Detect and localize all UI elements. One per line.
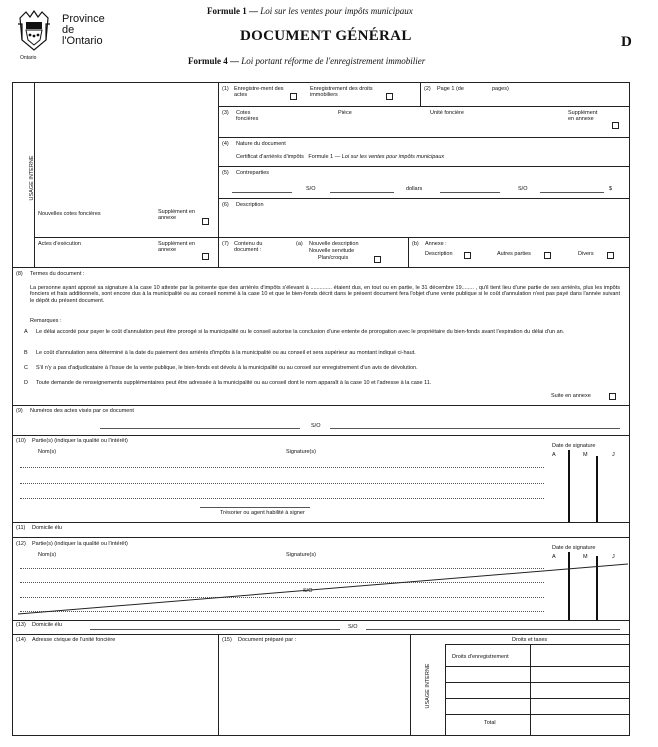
box9-label: Numéros des actes visés par ce document: [30, 408, 134, 414]
box8-paragraph: La personne ayant apposé sa signature à la case 10 atteste par la présente que des arriérés d'impôts s'élevant à .............. étaient dus, en tout ou en partie, le 31 décembre 19........ , qu'il tient lieu d'une partie de ses arriérés, plus les impôts fonciers et frais additionnels, sont encore dus à la municipalité ou au conseil nommé à la case 10 et que le bien-fonds décrit dans le présent document fera l'objet d'une vente publique si le coût d'annulation n'est pas payé dans l'année suivant le dépôt du présent document.: [30, 285, 620, 304]
box4-number: (4): [222, 141, 229, 147]
province-line-3: l'Ontario: [62, 35, 103, 47]
executions-supplement-label: Supplément en annexe: [158, 241, 195, 254]
box7-plan: Plan/croquis: [318, 255, 349, 261]
formule4-line: [188, 56, 425, 66]
province-line-2: de: [62, 24, 75, 36]
box8-item-b-letter: B: [24, 350, 28, 356]
box10-m: M: [583, 452, 588, 458]
box12-m: M: [583, 554, 588, 560]
formule4-act: Loi portant réforme de l'enregistrement immobilier: [241, 56, 426, 66]
box7-new-easement: Nouvelle servitude: [309, 248, 355, 254]
province-line-1: Province: [62, 13, 105, 25]
box8-number: (8): [16, 271, 23, 277]
box8b-divers-checkbox[interactable]: [607, 252, 614, 259]
fees-enregistrement: Droits d'enregistrement: [452, 654, 509, 660]
box1-deeds-label: Enregistre-ment des actes: [234, 86, 284, 99]
box4-value: [236, 154, 444, 160]
box8-item-a-letter: A: [24, 329, 28, 335]
box12-signatures-header: Signature(s): [286, 552, 316, 558]
box7-a: (a): [296, 241, 303, 247]
formule1-act: Loi sur les ventes pour impôts municipaux: [260, 6, 413, 16]
formule4-prefix: Formule 4 —: [188, 56, 239, 66]
box1-titles-label: Enregistrement des droits immobiliers: [310, 86, 373, 99]
fees-total: Total: [484, 720, 496, 726]
box14-number: (14): [16, 637, 26, 643]
box3-cotes: Cotes foncières: [236, 110, 259, 123]
box5-label: Contreparties: [236, 170, 270, 176]
internal-use-label-top: USAGE INTERNE: [29, 155, 35, 201]
box8-remarques: Remarques :: [30, 318, 62, 324]
box8-label: Termes du document :: [30, 271, 85, 277]
box2-pages: pages): [492, 86, 509, 92]
box15-label: Document préparé par :: [238, 637, 297, 643]
box2-page: Page 1 (de: [437, 86, 464, 92]
box8b-b: (b): [412, 241, 419, 247]
internal-use-label-bottom: USAGE INTERNE: [425, 663, 431, 709]
box5-dollar-sign: $: [609, 186, 613, 192]
box1-number: (1): [222, 86, 229, 92]
box12-void-diagonal: [12, 562, 630, 616]
crest-caption: Ontario: [20, 55, 37, 61]
box1-deeds-checkbox[interactable]: [290, 93, 297, 100]
box10-signatures-header: Signature(s): [286, 449, 316, 455]
box10-number: (10): [16, 438, 26, 444]
box10-names-header: Nom(s): [38, 449, 57, 455]
box13-so: S/O: [348, 624, 358, 630]
box7-new-description: Nouvelle description: [309, 241, 359, 247]
box8-item-c: [24, 365, 620, 371]
box8-item-c-text: S'il n'y a pas d'adjudicataire à l'issue de la vente publique, le bien-fonds est dévolu à la municipalité ou au conseil sur enregistrement d'un avis de dévolution.: [36, 365, 418, 371]
box8-item-a: [24, 329, 620, 335]
box5-so-2: S/O: [518, 186, 528, 192]
box7-contenu: Contenu du document :: [234, 241, 263, 254]
box12-names-header: Nom(s): [38, 552, 57, 558]
box8b-description-checkbox[interactable]: [464, 252, 471, 259]
new-parcels-label: Nouvelles cotes foncières: [38, 211, 101, 217]
box10-j: J: [612, 452, 615, 458]
box8b-divers: Divers: [578, 251, 594, 257]
box10-a: A: [552, 452, 556, 458]
box12-date-header: Date de signature: [552, 545, 596, 551]
ontario-crest: [16, 10, 52, 54]
box10-label: Partie(s) (indiquer la qualité ou l'intérêt): [32, 438, 128, 444]
box8-item-d-text: Toute demande de renseignements supplémentaires peut être adressée à la municipalité ou au conseil dont le nom apparaît à la case 10 et l'adresse à la case 11.: [36, 380, 432, 386]
box8-item-b-text: Le coût d'annulation sera déterminé à la date du paiement des arriérés d'impôts à la municipalité ou au conseil et sera supérieur au montant indiqué ci-haut.: [36, 350, 416, 356]
box8-item-d-letter: D: [24, 380, 28, 386]
province-name: [62, 14, 105, 47]
box3-piece: Pièce: [338, 110, 352, 116]
box1-titles: [310, 86, 380, 99]
box5-number: (5): [222, 170, 229, 176]
box12-j: J: [612, 554, 615, 560]
box12-so: S/O: [303, 588, 313, 594]
box4-form: Formule 1 —: [308, 154, 341, 160]
box1-deeds: [234, 86, 290, 99]
new-parcels-supplement-checkbox[interactable]: [202, 218, 209, 225]
formule1-prefix: Formule 1 —: [207, 6, 258, 16]
box15-number: (15): [222, 637, 232, 643]
box2-number: (2): [424, 86, 431, 92]
fees-title: Droits et taxes: [512, 637, 548, 643]
box6-label: Description: [236, 202, 264, 208]
box8b-description: Description: [425, 251, 453, 257]
box13-number: (13): [16, 622, 26, 628]
box3-unite: Unité foncière: [430, 110, 464, 116]
box11-number: (11): [16, 525, 26, 531]
formule1-line: [207, 6, 413, 16]
box4-cert: Certificat d'arriérés d'impôts: [236, 154, 304, 160]
box4-act: Loi sur les ventes pour impôts municipaux: [341, 154, 445, 160]
box11-label: Domicile élu: [32, 525, 62, 531]
box8-item-d: [24, 380, 620, 386]
box3-number: (3): [222, 110, 229, 116]
executions-supplement-checkbox[interactable]: [202, 253, 209, 260]
box8-item-a-text: Le délai accordé pour payer le coût d'annulation peut être prorogé si la municipalité ou le conseil autorise la conclusion d'une entente de prorogation avec le propriétaire du bien-fonds avant l'expiration du délai d'un an.: [36, 329, 565, 335]
box8-suite-checkbox[interactable]: [609, 393, 616, 400]
new-parcels-supplement-label: Supplément en annexe: [158, 209, 195, 222]
box4-label: Nature du document: [236, 141, 286, 147]
corner-letter: D: [621, 34, 632, 50]
box5-dollars: dollars: [406, 186, 423, 192]
box14-label: Adresse civique de l'unité foncière: [32, 637, 116, 643]
box3-supplement-checkbox[interactable]: [612, 122, 619, 129]
box12-number: (12): [16, 541, 26, 547]
executions-supplement: [158, 241, 198, 254]
box13-label: Domicile élu: [32, 622, 62, 628]
box9-so: S/O: [311, 423, 321, 429]
box8-suite: Suite en annexe: [551, 393, 591, 399]
box8-item-c-letter: C: [24, 365, 28, 371]
box8-item-b: [24, 350, 620, 356]
box7-plan-checkbox[interactable]: [374, 256, 381, 263]
document-title: DOCUMENT GÉNÉRAL: [240, 28, 412, 44]
box7-number: (7): [222, 241, 229, 247]
box3-supplement: Supplément en annexe: [568, 110, 598, 123]
new-parcels-supplement: [158, 209, 198, 222]
box10-tresorier: Trésorier ou agent habilité à signer: [220, 510, 305, 516]
box12-a: A: [552, 554, 556, 560]
box12-label: Partie(s) (indiquer la qualité ou l'intérêt): [32, 541, 128, 547]
box6-number: (6): [222, 202, 229, 208]
box1-titles-checkbox[interactable]: [386, 93, 393, 100]
box8b-annexe: Annexe :: [425, 241, 447, 247]
box8b-autres: Autres parties: [497, 251, 531, 257]
box5-so-1: S/O: [306, 186, 316, 192]
box10-date-header: Date de signature: [552, 443, 596, 449]
executions-label: Actes d'exécution: [38, 241, 81, 247]
box8b-autres-checkbox[interactable]: [544, 252, 551, 259]
box9-number: (9): [16, 408, 23, 414]
